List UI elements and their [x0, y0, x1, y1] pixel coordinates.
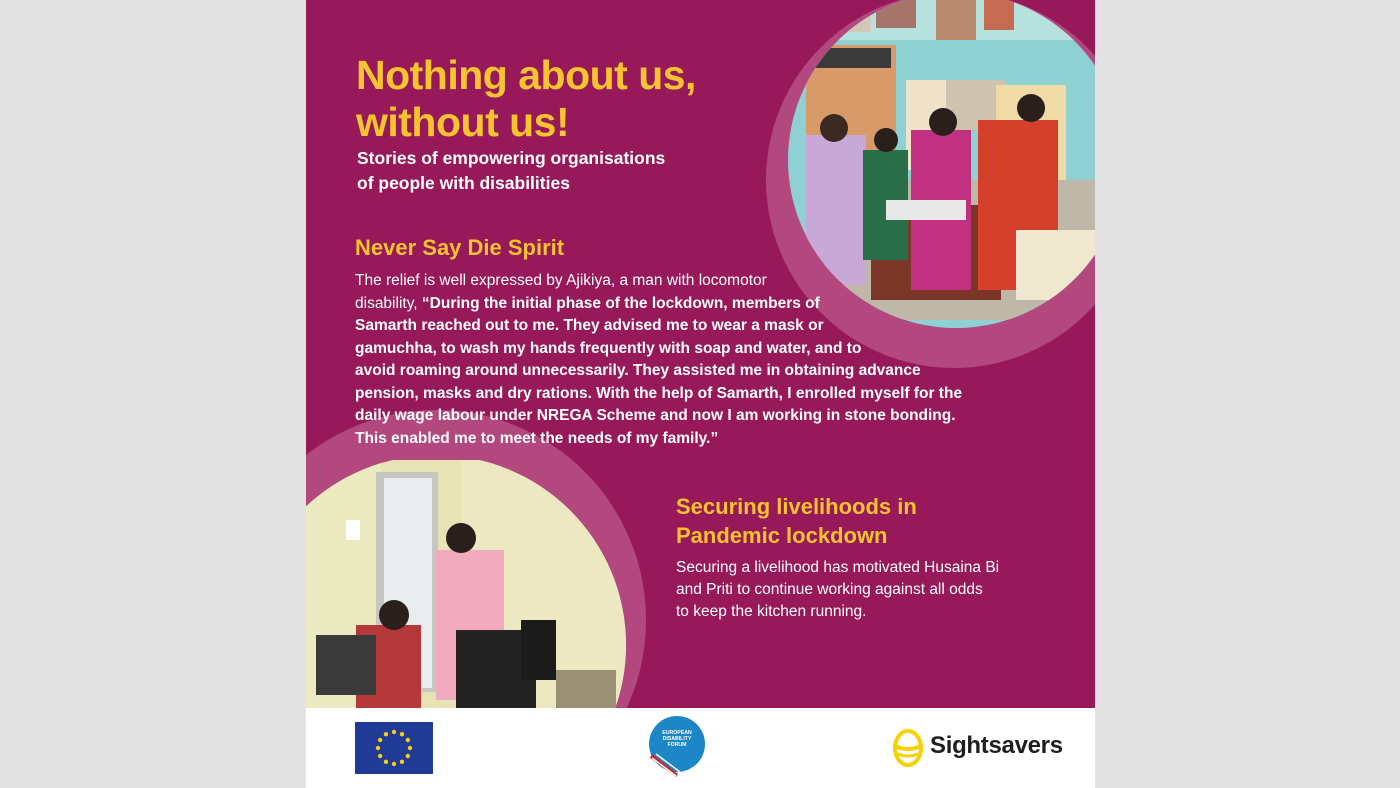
- eu-star-icon: [392, 730, 396, 734]
- eu-star-icon: [378, 754, 382, 758]
- quote-line-1: “During the initial phase of the lockdown, members of: [421, 294, 820, 312]
- story-heading-securing-livelihoods: [676, 492, 1006, 550]
- quote-line-7: This enabled me to meet the needs of my family.”: [355, 429, 719, 447]
- european-disability-forum-logo: [648, 714, 706, 778]
- eu-star-icon: [406, 754, 410, 758]
- subtitle-line-2: of people with disabilities: [357, 173, 570, 193]
- subtitle-line-1: Stories of empowering organisations: [357, 148, 666, 168]
- edf-logo-text-1: EUROPEAN: [662, 730, 692, 736]
- eu-star-icon: [392, 762, 396, 766]
- eu-star-icon: [400, 760, 404, 764]
- eu-star-icon: [408, 746, 412, 750]
- story-intro-line-1: The relief is well expressed by Ajikiya, a man with locomotor: [355, 272, 767, 289]
- body-line-1: Securing a livelihood has motivated Husaina Bi: [676, 559, 1000, 576]
- quote-line-3: gamuchha, to wash my hands frequently with soap and water, and to: [355, 339, 862, 357]
- quote-line-5: pension, masks and dry rations. With the help of Samarth, I enrolled myself for the: [355, 384, 963, 402]
- edf-logo-text-3: FORUM: [667, 742, 687, 748]
- sightsavers-logo-text: Sightsavers: [930, 732, 1063, 759]
- eu-star-icon: [378, 738, 382, 742]
- heading-line-1: Securing livelihoods in: [676, 494, 917, 519]
- quote-line-4: avoid roaming around unnecessarily. They assisted me in obtaining advance: [355, 362, 921, 379]
- eu-star-icon: [384, 732, 388, 736]
- edf-logo-text-2: DISABILITY: [662, 736, 692, 742]
- sightsavers-eye-icon: [892, 728, 924, 768]
- eu-star-icon: [406, 738, 410, 742]
- story-body-ajikiya: [355, 270, 1015, 450]
- heading-line-2: Pandemic lockdown: [676, 523, 888, 548]
- eu-star-icon: [376, 746, 380, 750]
- body-line-3: to keep the kitchen running.: [676, 603, 867, 620]
- eu-star-icon: [400, 732, 404, 736]
- poster-title: Nothing about us, without us!: [356, 52, 696, 145]
- poster: [306, 0, 1095, 788]
- story-intro-line-2: disability,: [355, 294, 422, 312]
- eu-flag-icon: [355, 722, 433, 774]
- quote-line-2: Samarth reached out to me. They advised me to wear a mask or: [355, 317, 824, 334]
- story-body-livelihoods: [676, 557, 1056, 623]
- partner-logos-footer: [306, 708, 1095, 788]
- body-line-2: and Priti to continue working against all odds: [676, 581, 983, 598]
- quote-line-6: daily wage labour under NREGA Scheme and now I am working in stone bonding.: [355, 407, 956, 424]
- eu-star-icon: [384, 760, 388, 764]
- poster-subtitle: [357, 146, 717, 196]
- story-heading-never-say-die: Never Say Die Spirit: [355, 235, 565, 260]
